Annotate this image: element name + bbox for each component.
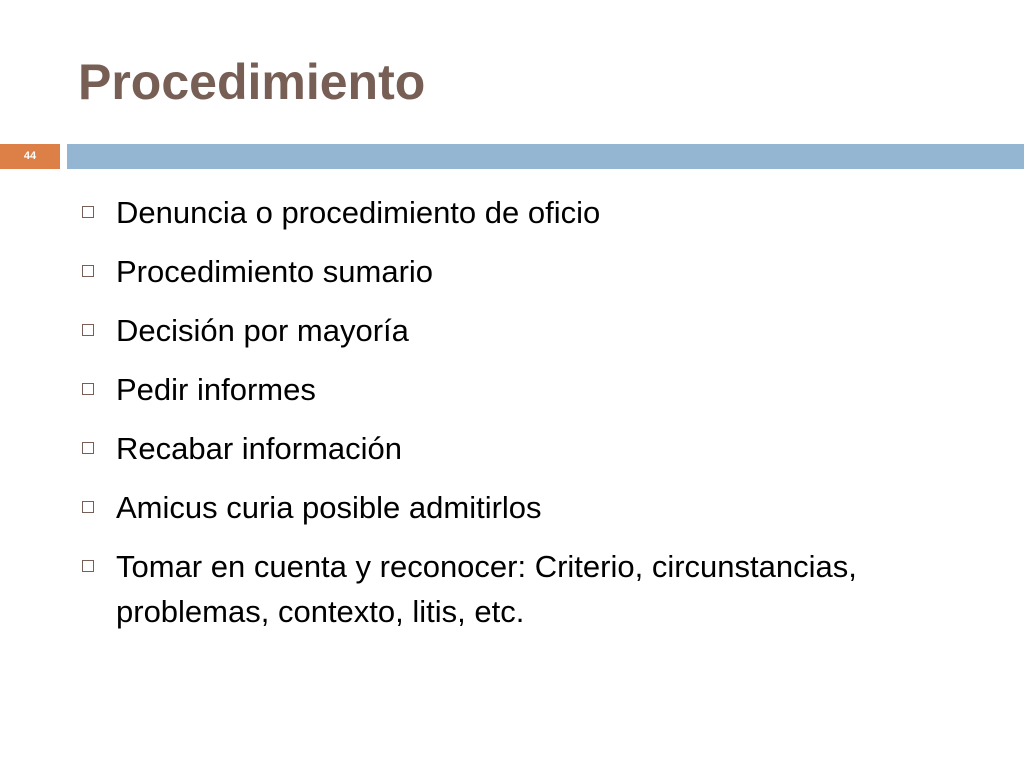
bullet-text: Pedir informes: [116, 372, 316, 407]
square-bullet-icon: [82, 324, 94, 336]
bullet-text: Recabar información: [116, 431, 403, 466]
slide-number: 44: [23, 150, 37, 162]
square-bullet-icon: [82, 206, 94, 218]
bullet-item: [80, 485, 980, 530]
square-bullet-icon: [82, 560, 94, 572]
bullet-text: Denuncia o procedimiento de oficio: [116, 195, 601, 230]
bullet-text: Decisión por mayoría: [116, 313, 409, 348]
square-bullet-icon: [82, 265, 94, 277]
bullet-item: [80, 190, 980, 235]
slide-title: Procedimiento: [78, 54, 426, 110]
square-bullet-icon: [82, 383, 94, 395]
bullet-item: [80, 249, 980, 294]
bullet-item: [80, 367, 980, 412]
square-bullet-icon: [82, 442, 94, 454]
bullet-text: Procedimiento sumario: [116, 254, 434, 289]
bullet-text: Tomar en cuenta y reconocer: Criterio, circunstancias, problemas, contexto, litis, etc.: [116, 549, 857, 629]
bullet-item: [80, 426, 980, 471]
square-bullet-icon: [82, 501, 94, 513]
bullet-item: [80, 544, 980, 634]
slide-number-box: [0, 144, 60, 169]
title-divider-bar: [67, 144, 1024, 169]
bullet-item: [80, 308, 980, 353]
bullet-text: Amicus curia posible admitirlos: [116, 490, 542, 525]
bullet-list: [80, 190, 980, 648]
